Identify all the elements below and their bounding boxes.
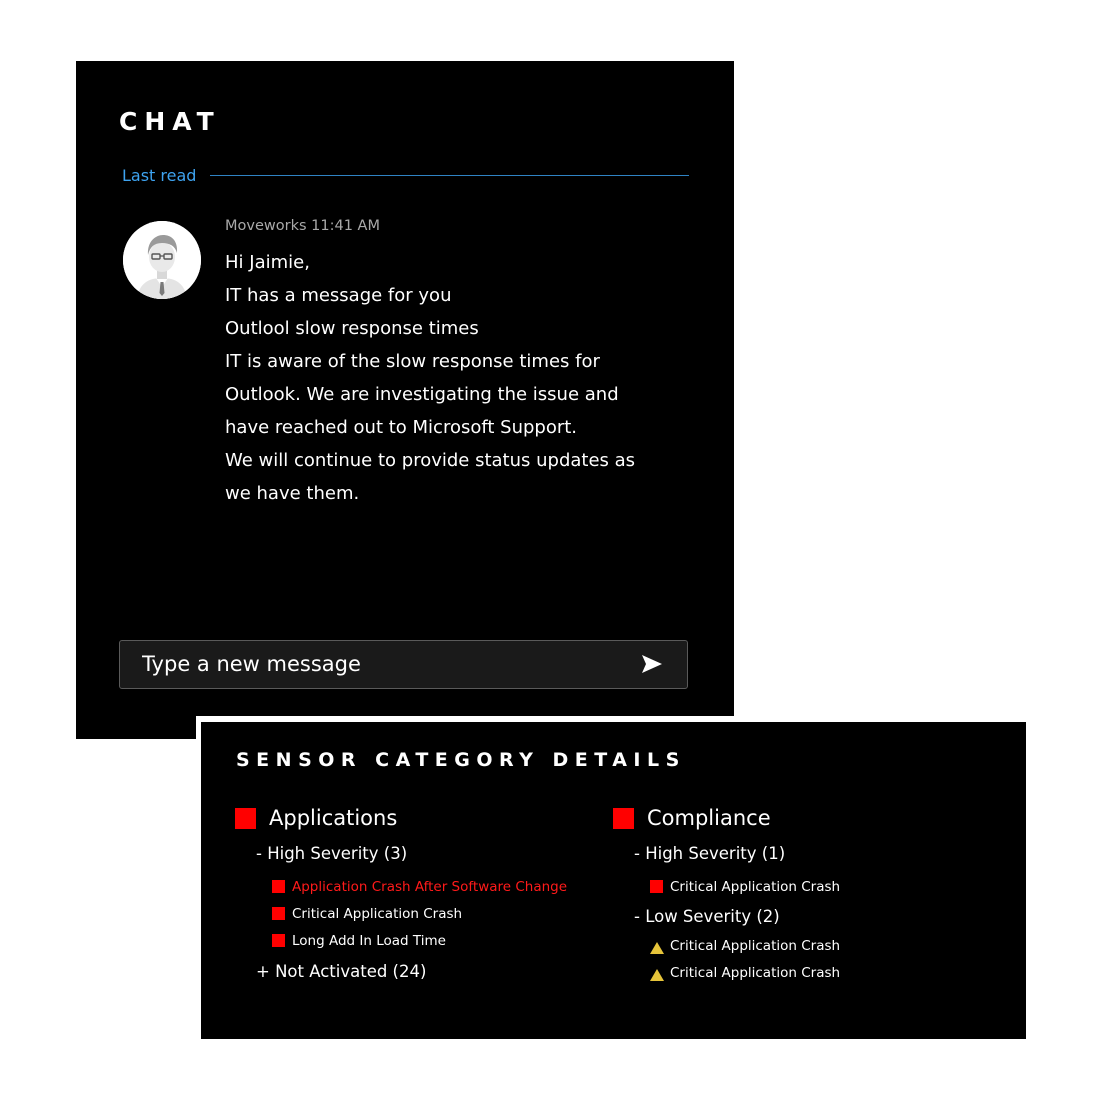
message-line: Hi Jaimie,: [225, 252, 310, 273]
last-read-line: [210, 175, 689, 176]
send-arrow-icon[interactable]: [641, 654, 663, 674]
critical-status-square-icon: [613, 808, 634, 829]
item-label: Application Crash After Software Change: [292, 879, 568, 895]
group-high-severity[interactable]: - High Severity (3): [256, 844, 408, 863]
critical-status-square-icon: [272, 934, 285, 947]
message-line: Outlool slow response times: [225, 318, 479, 339]
critical-status-square-icon: [235, 808, 256, 829]
message-meta: [225, 218, 380, 234]
sensor-panel: [196, 716, 1030, 1042]
warning-triangle-icon: [650, 939, 664, 951]
sensor-panel-body: [201, 722, 1026, 1039]
group-not-activated[interactable]: + Not Activated (24): [256, 962, 427, 981]
last-read-label: Last read: [122, 166, 197, 185]
message-input[interactable]: [120, 641, 620, 687]
category-label: Compliance: [647, 806, 771, 830]
category-label: Applications: [269, 806, 398, 830]
critical-status-square-icon: [650, 880, 663, 893]
item-label: Long Add In Load Time: [292, 933, 446, 949]
group-low-severity[interactable]: - Low Severity (2): [634, 907, 780, 926]
user-avatar-icon[interactable]: [123, 221, 201, 299]
message-time: 11:41 AM: [311, 218, 380, 234]
chat-title: CHAT: [119, 107, 221, 136]
group-high-severity[interactable]: - High Severity (1): [634, 844, 786, 863]
message-line: IT is aware of the slow response times for: [225, 351, 600, 372]
message-line: we have them.: [225, 483, 360, 504]
item-label: Critical Application Crash: [670, 879, 841, 895]
message-composer: [119, 640, 688, 689]
message-sender: Moveworks: [225, 218, 307, 234]
item-label: Critical Application Crash: [670, 938, 841, 954]
message-line: Outlook. We are investigating the issue and: [225, 384, 619, 405]
message-line: have reached out to Microsoft Support.: [225, 417, 578, 438]
message-body: [225, 246, 695, 510]
last-read-divider: [122, 165, 689, 187]
critical-status-square-icon: [272, 907, 285, 920]
item-label: Critical Application Crash: [292, 906, 463, 922]
message-line: We will continue to provide status updates as: [225, 450, 636, 471]
sensor-title: SENSOR CATEGORY DETAILS: [236, 749, 686, 771]
message-line: IT has a message for you: [225, 285, 452, 306]
chat-panel: [76, 61, 734, 739]
critical-status-square-icon: [272, 880, 285, 893]
item-label: Critical Application Crash: [670, 965, 841, 981]
warning-triangle-icon: [650, 966, 664, 978]
